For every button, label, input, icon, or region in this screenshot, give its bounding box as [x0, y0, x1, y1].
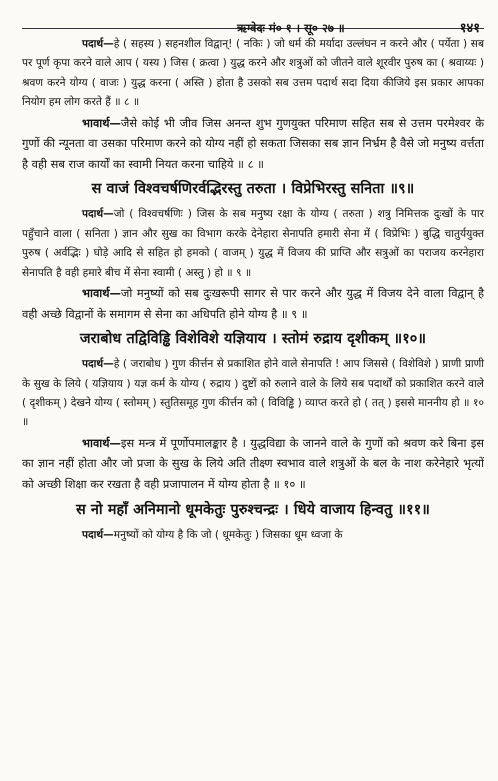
bhavartha-paragraph-8: [22, 113, 484, 175]
paragraph-text: हे ( सहस्य ) सहनशील विद्वान्! ( नकिः ) जो धर्म की मर्यादा उल्लंघन न करने और ( पर्येता ) सब पर पूर्ण कृपा करने वाले आप ( यस्य ) जिस ( क्रत्वा ) युद्ध करने और शत्रुओं को जीतने वाले शूरवीर पुरुष का ( श्रवाय्यः ) श्रवण करने योग्य ( वाजः ) युद्ध करना ( अस्ति ) होता है उसको सब उत्तम पदार्थ सदा दिया कीजिये इस प्रकार आपका नियोग हम लोग करते हैं ॥ ८ ॥: [22, 38, 484, 109]
padartha-label: पदार्थ—: [82, 358, 114, 371]
paragraph-text: इस मन्त्र में पूर्णोपमालङ्कार है । युद्धविद्या के जानने वाले के गुणों को श्रवण करे बिना इस का ज्ञान नहीं होता और जो प्रजा के सुख के लिये अति तीक्ष्ण स्वभाव वाले शत्रुओं के बल के नाश करेनेहारे भृत्यों को अच्छी शिक्षा कर रखता है वही प्रजापालन में योग्य होता है ॥ १० ॥: [22, 435, 484, 492]
paragraph-text: जो ( विश्वचर्षणिः ) जिस के सब मनुष्य रक्षा के योग्य ( तरुता ) शत्रु निमित्तक दुःखों के पार पहुँचाने वाला ( सनिता ) ज्ञान और सुख का विभाग करके देनेहारा सेनापति हमारी सेना में ( विप्रेभिः ) बुद्धि चातुर्ययुक्त पुरुष ( अर्वद्भिः ) घोड़े आदि से सहित हो हमको ( वाजम् ) युद्ध में विजय की प्राप्ति और सत्रुओं का पराजय करनेहारा सेनापति है वही हमारे बीच में सेना स्वामी ( अस्तु ) हो ॥ ९ ॥: [22, 208, 484, 279]
paragraph-text: हे ( जराबोध ) गुण कीर्त्तन से प्रकाशित होने वाले सेनापति ! आप जिससे ( विशेविशे ) प्राणी प्राणी के सुख के लिये ( यज्ञियाय ) यज्ञ कर्म के योग्य ( रुद्राय ) दुष्टों को रुलाने वाले के लिये सब पदार्थों को प्रकाशित करने वाले ( दृशीकम् ) देखने योग्य ( स्तोमम् ) स्तुतिसमूह गुण कीर्त्तन को ( विविड्ढि ) व्याप्त करते हो ( तत् ) इससे माननीय हो ॥ १० ॥: [22, 358, 484, 429]
paragraph-text: जैसे कोई भी जीव जिस अनन्त शुभ गुणयुक्त परिमाण सहित सब से उत्तम परमेश्वर के गुणों की न्यूनता वा उसका परिमाण करने को योग्य नहीं हो सकता जिसका सब ज्ञान निर्भ्रम है वैसे जो मनुष्य वर्त्तता है वही सब राज कार्यों का स्वामी नियत करना चाहिये ॥ ८ ॥: [22, 115, 484, 171]
bhavartha-paragraph-10: [22, 433, 484, 495]
paragraph-text: मनुष्यों को योग्य है कि जो ( धूमकेतुः ) जिसका धूम ध्वजा के: [113, 528, 343, 541]
bhavartha-label: भावार्थ—: [82, 435, 121, 450]
padartha-label: पदार्थ—: [82, 38, 114, 50]
mantra-11: स नो महाँ अनिमानो धूमकेतुः पुरुश्चन्द्रः । धिये वाजाय हिन्वतु ॥११॥: [75, 501, 431, 518]
bhavartha-label: भावार्थ—: [82, 115, 121, 130]
padartha-paragraph-10: [22, 355, 484, 433]
padartha-label: पदार्थ—: [82, 528, 114, 541]
padartha-paragraph-9: [22, 205, 484, 283]
running-title: ऋग्वेदः मं० १ । सू० २७ ॥: [237, 21, 345, 35]
bhavartha-label: भावार्थ—: [82, 286, 121, 301]
mantra-9: स वाजं विश्वचर्षणिरर्वद्भिरस्तु तरुता । विप्रेभिरस्तु सनिता ॥९॥: [91, 181, 415, 198]
page-header: [22, 0, 484, 36]
page-number: १४१: [459, 21, 480, 36]
paragraph-text: जो मनुष्यों को सब दुःखरूपी सागर से पार करने और युद्ध में विजय देने वाला विद्वान् है वही अच्छे विद्वानों के समागम से सेना का अधिपति होने योग्य है ॥ ९ ॥: [22, 286, 484, 321]
bhavartha-paragraph-9: [22, 283, 484, 324]
padartha-paragraph-8: [22, 35, 484, 113]
padartha-paragraph-11: [22, 526, 484, 545]
mantra-10: जराबोध तद्विविड्ढि विशेविशे यज्ञियाय । स्तोमं रुद्राय दृशीकम् ॥१०॥: [79, 331, 427, 348]
padartha-label: पदार्थ—: [82, 208, 114, 221]
